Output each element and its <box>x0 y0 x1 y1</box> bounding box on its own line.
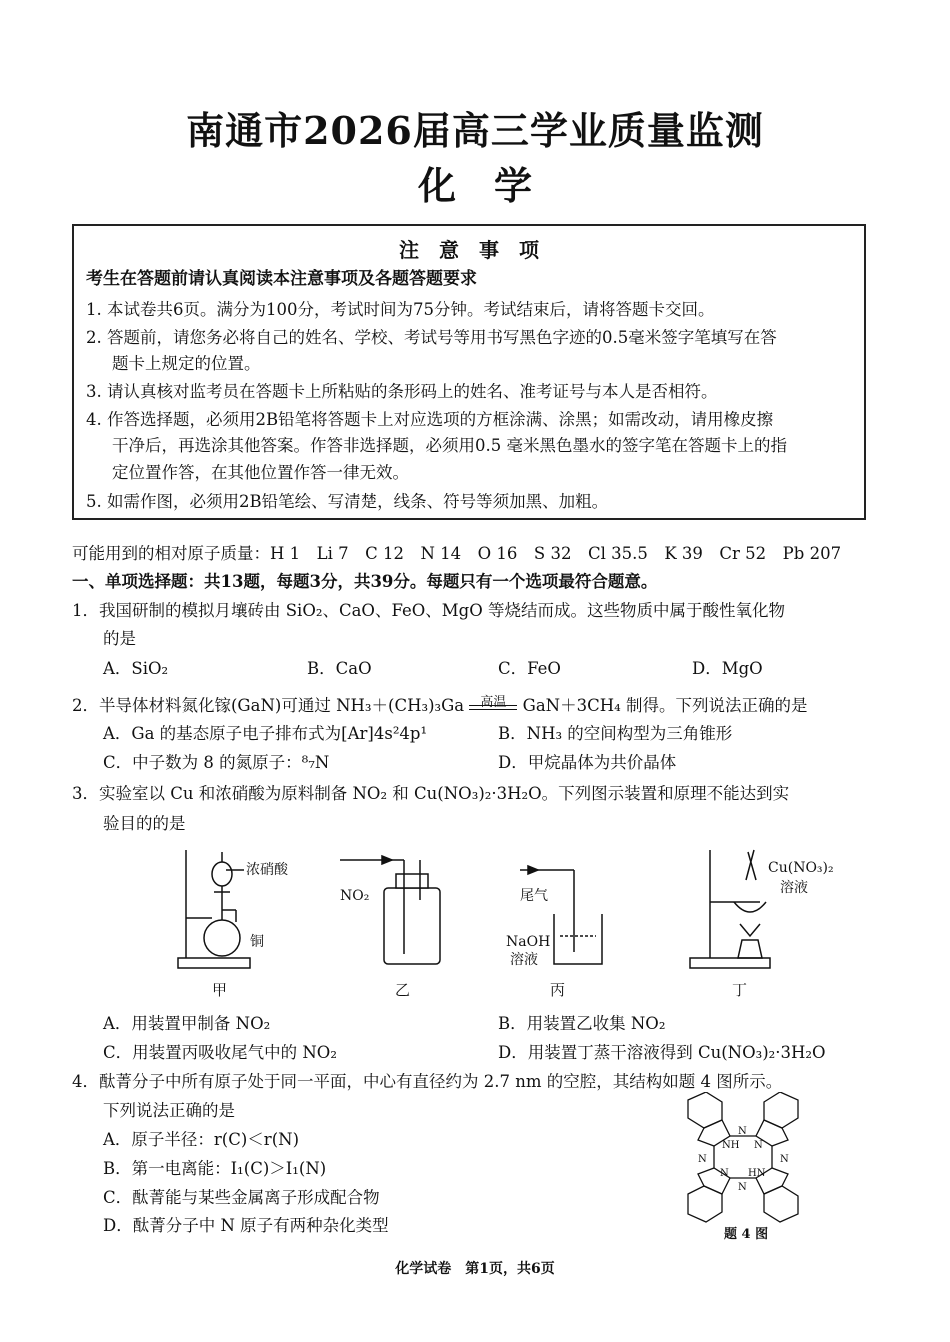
phthalocyanine-structure <box>668 1092 818 1242</box>
question-4-stem: 4．酞菁分子中所有原子处于同一平面，中心有直径约为 2.7 nm 的空腔，其结构如题 4 图所示。 <box>72 1072 783 1091</box>
reaction-condition: 高温 <box>480 695 507 710</box>
apparatus-yi <box>340 856 440 964</box>
apparatus-label: 丁 <box>732 981 748 999</box>
q1-option-b: B．CaO <box>307 659 372 678</box>
figure-caption: 题 4 图 <box>724 1227 769 1242</box>
notice-item: 干净后，再选涂其他答案。作答非选择题，必须用0.5 毫米黑色墨水的签字笔在答题卡上的指 <box>112 436 787 455</box>
label-no2: NO₂ <box>340 888 370 904</box>
notice-item: 3. 请认真核对监考员在答题卡上所粘贴的条形码上的姓名、准考证号与本人是否相符。 <box>86 382 718 401</box>
page-title: 南通市2026届高三学业质量监测 <box>186 108 764 153</box>
notice-item: 4. 作答选择题，必须用2B铅笔将答题卡上对应选项的方框涂满、涂黑；如需改动，请用橡皮擦 <box>86 410 774 429</box>
atom-n: N <box>698 1154 707 1165</box>
q1-option-c: C．FeO <box>498 659 561 678</box>
notice-box <box>72 224 866 520</box>
q4-option-d: D．酞菁分子中 N 原子有两种杂化类型 <box>103 1216 389 1235</box>
apparatus-ding <box>690 850 770 968</box>
notice-item: 2. 答题前，请您务必将自己的姓名、学校、考试号等用书写黑色字迹的0.5毫米签字笔填写在答 <box>86 328 777 347</box>
subject-title: 化 学 <box>417 163 532 208</box>
q1-option-a: A．SiO₂ <box>103 659 169 678</box>
question-2-stem <box>72 692 807 716</box>
q2-stem-pre: 2．半导体材料氮化镓(GaN)可通过 NH₃＋(CH₃)₃Ga <box>72 696 465 715</box>
q2-stem-post: GaN＋3CH₄ 制得。下列说法正确的是 <box>522 696 808 715</box>
q4-option-b: B．第一电离能：I₁(C)＞I₁(N) <box>103 1159 327 1178</box>
question-3-stem-cont: 验目的的是 <box>103 814 186 833</box>
notice-item: 题卡上规定的位置。 <box>112 354 261 373</box>
notice-title: 注 意 事 项 <box>399 238 539 262</box>
q2-option-a: A．Ga 的基态原子电子排布式为[Ar]4s²4p¹ <box>103 724 428 743</box>
atom-n: N <box>720 1168 729 1179</box>
q1-option-d: D．MgO <box>692 659 763 678</box>
section-heading: 一、单项选择题：共13题，每题3分，共39分。每题只有一个选项最符合题意。 <box>72 572 658 591</box>
atom-n: N <box>780 1154 789 1165</box>
question-4-stem-cont: 下列说法正确的是 <box>103 1101 235 1120</box>
q2-option-c: C．中子数为 8 的氮原子：⁸₇N <box>103 753 330 772</box>
label-copper: 铜 <box>250 934 264 950</box>
q4-option-c: C．酞菁能与某些金属离子形成配合物 <box>103 1188 380 1207</box>
q2-option-d: D．甲烷晶体为共价晶体 <box>498 753 677 772</box>
q3-option-a: A．用装置甲制备 NO₂ <box>103 1014 271 1033</box>
atomic-masses: 可能用到的相对原子质量：H 1 Li 7 C 12 N 14 O 16 S 32 Cl 35.5 K 39 Cr 52 Pb 207 <box>72 544 842 563</box>
q3-option-b: B．用装置乙收集 NO₂ <box>498 1014 666 1033</box>
q4-option-a: A．原子半径：r(C)＜r(N) <box>103 1130 300 1149</box>
apparatus-label: 甲 <box>212 981 228 999</box>
q2-option-b: B．NH₃ 的空间构型为三角锥形 <box>498 724 733 743</box>
notice-heading: 考生在答题前请认真阅读本注意事项及各题答题要求 <box>86 269 477 289</box>
atom-hn: HN <box>748 1168 766 1179</box>
reaction-arrow <box>469 695 517 716</box>
label-tail-gas: 尾气 <box>520 888 548 904</box>
notice-item: 5. 如需作图，必须用2B铅笔绘、写清楚，线条、符号等须加黑、加粗。 <box>86 492 609 511</box>
notice-item: 定位置作答，在其他位置作答一律无效。 <box>112 463 409 482</box>
notice-item: 1. 本试卷共6页。满分为100分，考试时间为75分钟。考试结束后，请将答题卡交回。 <box>86 300 715 319</box>
q3-option-c: C．用装置丙吸收尾气中的 NO₂ <box>103 1043 337 1062</box>
question-1-stem-cont: 的是 <box>103 629 136 648</box>
atom-n: N <box>754 1140 763 1151</box>
q3-option-d: D．用装置丁蒸干溶液得到 Cu(NO₃)₂·3H₂O <box>498 1043 826 1062</box>
apparatus-jia <box>178 850 250 968</box>
question-1-stem: 1．我国研制的模拟月壤砖由 SiO₂、CaO、FeO、MgO 等烧结而成。这些物质中属于酸性氧化物 <box>72 601 786 620</box>
label-cuno3-solution: 溶液 <box>780 880 808 896</box>
label-cuno3: Cu(NO₃)₂ <box>768 860 834 876</box>
question-3-stem: 3．实验室以 Cu 和浓硝酸为原料制备 NO₂ 和 Cu(NO₃)₂·3H₂O。下列图示装置和原理不能达到实 <box>72 784 790 803</box>
atom-nh: NH <box>722 1140 740 1151</box>
apparatus-label: 乙 <box>395 981 411 999</box>
page-footer: 化学试卷 第1页，共6页 <box>395 1261 555 1277</box>
apparatus-label: 丙 <box>550 981 566 999</box>
label-acid: 浓硝酸 <box>246 862 288 878</box>
atom-n: N <box>738 1126 747 1137</box>
label-solution: 溶液 <box>510 952 538 968</box>
apparatus-figure <box>150 840 870 1010</box>
label-naoh: NaOH <box>506 934 551 950</box>
atom-n: N <box>738 1182 747 1193</box>
